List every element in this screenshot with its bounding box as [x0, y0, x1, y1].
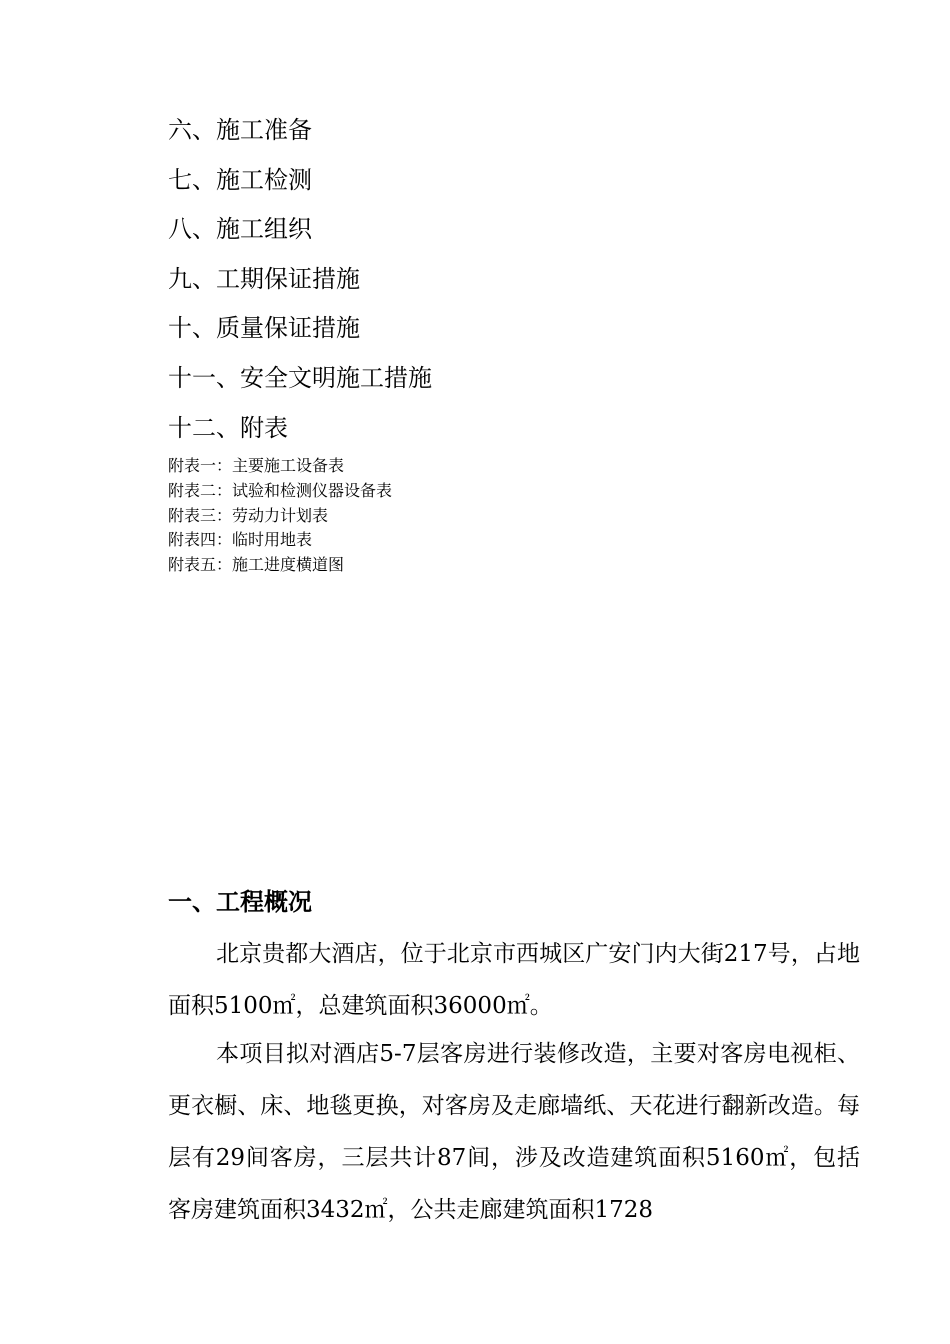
appendix-item-3: 附表三：劳动力计划表 — [168, 506, 329, 525]
appendix-item-4: 附表四：临时用地表 — [168, 530, 313, 549]
appendix-item-2: 附表二：试验和检测仪器设备表 — [168, 481, 393, 500]
appendix-item-1: 附表一：主要施工设备表 — [168, 456, 345, 475]
toc-item-6: 六、施工准备 — [168, 116, 312, 144]
toc-item-10: 十、质量保证措施 — [168, 314, 360, 342]
paragraph-scope: 本项目拟对酒店5-7层客房进行装修改造，主要对客房电视柜、更衣橱、床、地毯更换，对客房及走廊墙纸、天花进行翻新改造。每层有29间客房，三层共计87间，涉及改造建筑面积5160㎡，包括客房建筑面积3432㎡，公共走廊建筑面积1728 — [168, 1041, 860, 1223]
toc-item-12: 十二、附表 — [168, 414, 288, 442]
section-heading: 一、工程概况 — [168, 887, 312, 916]
toc-item-11: 十一、安全文明施工措施 — [168, 364, 432, 392]
paragraph-location: 北京贵都大酒店，位于北京市西城区广安门内大街217号，占地面积5100㎡，总建筑面积36000㎡。 — [168, 941, 860, 1019]
toc-item-7: 七、施工检测 — [168, 166, 312, 194]
toc-item-9: 九、工期保证措施 — [168, 265, 360, 293]
toc-item-8: 八、施工组织 — [168, 215, 312, 243]
appendix-item-5: 附表五：施工进度横道图 — [168, 555, 345, 574]
